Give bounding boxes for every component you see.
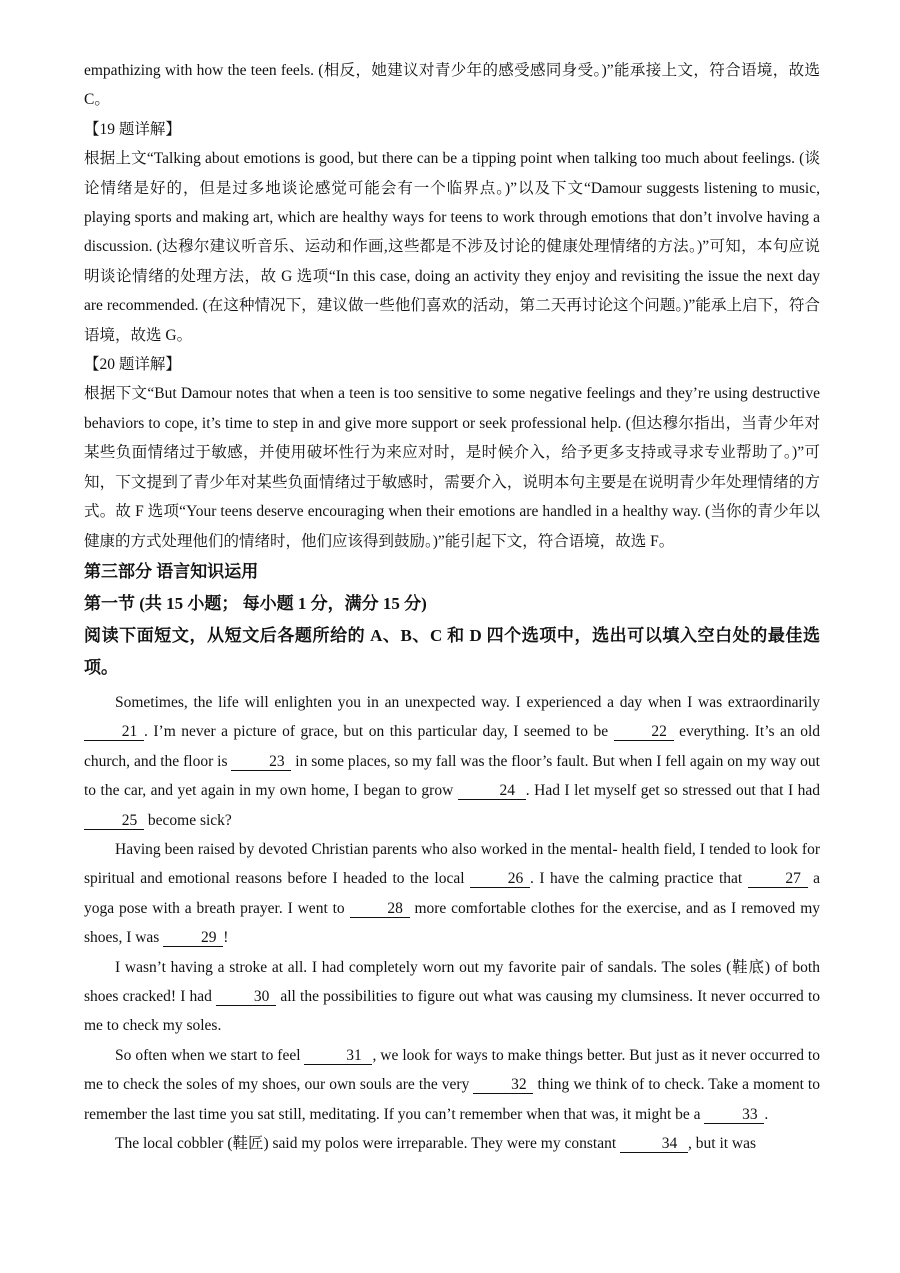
blank-32: 32 bbox=[473, 1076, 533, 1094]
explanation-heading: 【20 题详解】 bbox=[84, 356, 181, 374]
blank-26: 26 bbox=[470, 870, 530, 888]
passage-text: , but it was bbox=[688, 1135, 757, 1152]
passage-paragraph bbox=[84, 688, 820, 835]
blank-27: 27 bbox=[748, 870, 808, 888]
passage-text: The local cobbler (鞋匠) said my polos were irreparable. They were my constant bbox=[115, 1135, 621, 1152]
blank-33: 33 bbox=[704, 1106, 764, 1124]
blank-24: 24 bbox=[458, 782, 526, 800]
passage-text: Sometimes, the life will enlighten you in an unexpected way. I experienced a day when I was extraordinarily bbox=[115, 693, 820, 711]
explanations bbox=[84, 56, 820, 556]
blank-30: 30 bbox=[216, 988, 276, 1006]
passage-text: ! bbox=[223, 929, 229, 947]
passage-text: . bbox=[764, 1105, 769, 1123]
passage-paragraph bbox=[84, 1129, 820, 1158]
passage-text: So often when we start to feel bbox=[115, 1046, 305, 1064]
passage-paragraph bbox=[84, 835, 820, 953]
explanation-paragraph: empathizing with how the teen feels. (相反，她建议对青少年的感受感同身受。)”能承接上文，符合语境，故选 C。 bbox=[84, 62, 820, 109]
passage-text: thing we think of to check. Take a moment to remember the last time you sat still, meditating. If you can’t remember when that was, it might be a bbox=[84, 1076, 820, 1123]
passage-text: . I’m never a picture of grace, but on this particular day, I seemed to be bbox=[144, 723, 614, 741]
passage-text: Having been raised by devoted Christian parents who also worked in the mental- health field, I tended to look for spiritual and emotional reasons before I headed to the local bbox=[84, 840, 820, 888]
passage-text: become sick? bbox=[144, 811, 232, 829]
passage-text: all the possibilities to figure out what was causing my clumsiness. It never occurred to me to check my soles. bbox=[84, 987, 820, 1035]
explanation-paragraph: 根据下文“But Damour notes that when a teen is too sensitive to some negative feelings and they’re using destructive behaviors to cope, it’s time to step in and give more support or seek professional help. (但达穆尔指出，当青少年对某些负面情绪过于敏感，并使用破坏性行为来应对时，是时候介入，给予更多支持或寻求专业帮助了。)”可知，下文提到了青少年对某些负面情绪过于敏感时，需要介入，说明本句主要是在说明青少年处理情绪的方式。故 F 选项“Your teens deserve encouraging when their emotions are handled in a healthy way. (当你的青少年以健康的方式处理他们的情绪时，他们应该得到鼓励。)”能引起下文，符合语境，故选 F。 bbox=[84, 385, 820, 550]
passage-paragraph bbox=[84, 1041, 820, 1129]
blank-28: 28 bbox=[350, 900, 410, 918]
blank-25: 25 bbox=[84, 812, 144, 830]
blank-22: 22 bbox=[614, 723, 674, 741]
passage-text: a yoga pose with a breath prayer. I went to bbox=[84, 870, 820, 917]
blank-21: 21 bbox=[84, 723, 144, 741]
document-page bbox=[84, 56, 820, 1158]
section-subtitle: 第一节 (共 15 小题； 每小题 1 分，满分 15 分) bbox=[84, 593, 427, 613]
passage-text: . I have the calming practice that bbox=[529, 870, 748, 888]
part-title: 第三部分 语言知识运用 bbox=[84, 561, 259, 581]
blank-34: 34 bbox=[620, 1135, 688, 1153]
blank-23: 23 bbox=[231, 753, 291, 771]
passage-text: more comfortable clothes for the exercise, and as I removed my shoes, I was bbox=[84, 899, 820, 947]
explanation-paragraph: 根据上文“Talking about emotions is good, but there can be a tipping point when talking too much about feelings. (谈论情绪是好的，但是过多地谈论感觉可能会有一个临界点。)”以及下文“Damour suggests listening to music, playing sports and making art, which are healthy ways for teens to work through emotions that don’t involve having a discussion. (达穆尔建议听音乐、运动和作画,这些都是不涉及讨论的健康处理情绪的方法。)”可知，本句应说明谈论情绪的处理方法，故 G 选项“In this case, doing an activity they enjoy and revisiting the issue the next day are recommended. (在这种情况下，建议做一些他们喜欢的活动，第二天再讨论这个问题。)”能承上启下，符合语境，故选 G。 bbox=[84, 150, 820, 344]
blank-29: 29 bbox=[163, 929, 223, 947]
cloze-passage bbox=[84, 688, 820, 1159]
passage-paragraph bbox=[84, 953, 820, 1041]
passage-text: in some places, so my fall was the floor’s fault. But when I fell again on my way out to the car, and yet again in my own home, I began to grow bbox=[84, 752, 820, 800]
explanation-heading: 【19 题详解】 bbox=[84, 120, 181, 138]
blank-31: 31 bbox=[304, 1047, 372, 1065]
passage-text: . Had I let myself get so stressed out that I had bbox=[525, 782, 820, 800]
instruction: 阅读下面短文，从短文后各题所给的 A、B、C 和 D 四个选项中，选出可以填入空白处的最佳选项。 bbox=[84, 625, 820, 677]
passage-text: everything. It’s an old church, and the floor is bbox=[84, 723, 820, 770]
passage-text: I wasn’t having a stroke at all. I had completely worn out my favorite pair of sandals. The soles (鞋底) of both shoes cracked! I had bbox=[84, 958, 820, 1005]
passage-text: , we look for ways to make things better. But just as it never occurred to me to check the soles of my shoes, our own souls are the very bbox=[84, 1046, 820, 1094]
